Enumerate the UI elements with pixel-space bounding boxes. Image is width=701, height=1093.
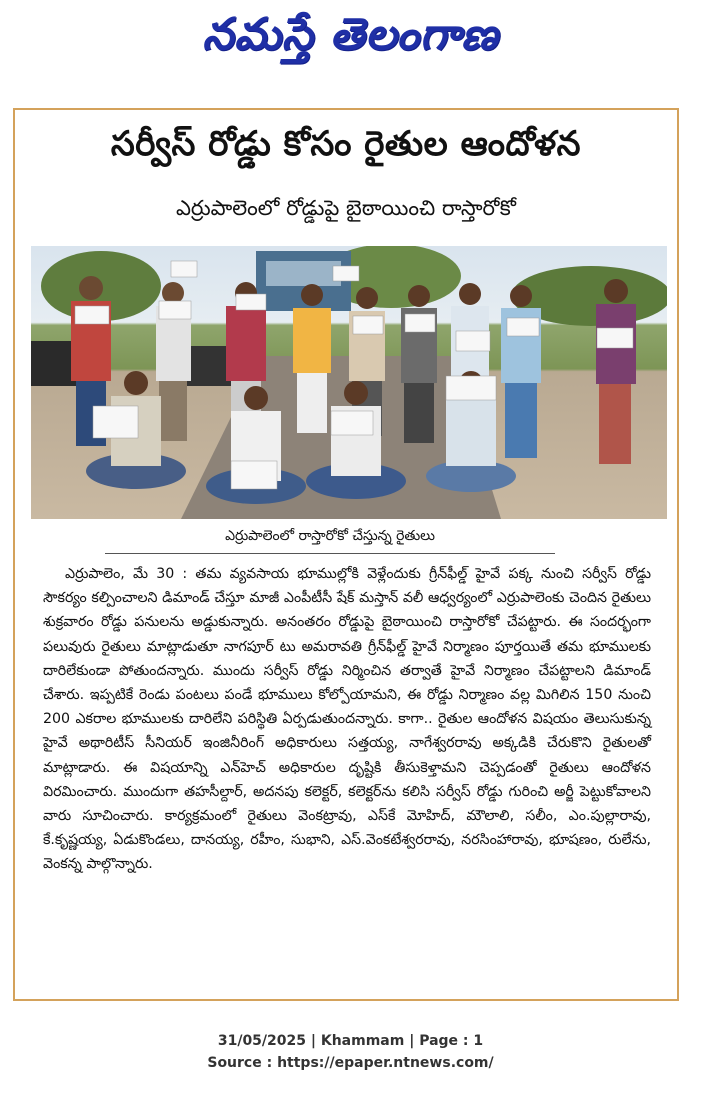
footer-date-edition: 31/05/2025 | Khammam | Page : 1 <box>217 1033 484 1049</box>
news-photo <box>31 246 667 519</box>
article-container <box>13 108 679 1001</box>
article-headline: సర్వీస్ రోడ్డు కోసం రైతుల ఆందోళన <box>110 124 582 164</box>
article-subheadline: ఎర్రుపాలెంలో రోడ్డుపై బైఠాయించి రాస్తారోకో <box>175 196 517 220</box>
photo-caption: ఎర్రుపాలెంలో రాస్తారోకో చేస్తున్న రైతులు <box>105 528 555 554</box>
footer-source: Source : https://epaper.ntnews.com/ <box>207 1055 494 1071</box>
page-footer <box>0 1030 701 1074</box>
masthead <box>0 0 701 80</box>
newspaper-logo: నమస్తే తెలంగాణ <box>202 9 499 60</box>
article-body <box>43 562 651 877</box>
article-paragraph: ఎర్రుపాలెం, మే 30 : తమ వ్యవసాయ భూముల్లోకి వెళ్లేందుకు గ్రీన్‌ఫీల్డ్ హైవే పక్క నుంచి సర్వీస్ రోడ్డు సౌకర్యం కల్పించాలని డిమాండ్ చేస్తూ మాజీ ఎంపీటీసీ షేక్ మస్తాన్ వలీ ఆధ్వర్యంలో ఎర్రుపాలెంకు చెందిన రైతులు శుక్రవారం రోడ్డు పనులను అడ్డుకున్నారు. అనంతరం రోడ్డుపై బైఠాయించి రాస్తారోకో చేపట్టారు. ఈ సందర్భంగా పలువురు రైతులు మాట్లాడుతూ నాగపూర్ టు అమరావతి గ్రీన్‌ఫీల్డ్ హైవే నిర్మాణం పూర్తయితే తమ భూములకు దారిలేకుండా పోతుందన్నారు. ముందు సర్వీస్ రోడ్డు నిర్మించిన తర్వాతే హైవే నిర్మాణం చేపట్టాలని డిమాండ్ చేశారు. ఇప్పటికే రెండు పంటలు పండే భూములు కోల్పోయామని, ఈ రోడ్డు నిర్మాణం వల్ల మిగిలిన 150 నుంచి 200 ఎకరాల భూములకు దారిలేని పరిస్థితి ఏర్పడుతుందన్నారు. కాగా.. రైతుల ఆందోళన విషయం తెలుసుకున్న హైవే అథారిటీస్ సీనియర్ ఇంజినీరింగ్ అధికారులు సత్తయ్య, నాగేశ్వరరావు అక్కడికి చేరుకొని రైతులతో మాట్లాడారు. ఈ విషయాన్ని ఎన్‌హెచ్ అధికారుల దృష్టికి తీసుకెళ్తామని చెప్పడంతో రైతులు ఆందోళన విరమించారు. ముందుగా తహసీల్దార్, అదనపు కలెక్టర్, కలెక్టర్‌ను కలిసి సర్వీస్ రోడ్డు గురించి అర్జీ పెట్టుకోవాలని వారు సూచించారు. కార్యక్రమంలో రైతులు వెంకట్రావు, ఎస్‌కే మోహిద్, మౌలాలి, సలీం, ఎం.పుల్లారావు, కే.కృష్ణయ్య, ఏడుకొండలు, దానయ్య, రహీం, సుభాని, ఎస్.వెంకటేశ్వరరావు, నరసింహారావు, భూషణం, రులేను, వెంకన్న పాల్గొన్నారు. <box>43 566 651 873</box>
farmers-protest-photo <box>31 246 667 519</box>
